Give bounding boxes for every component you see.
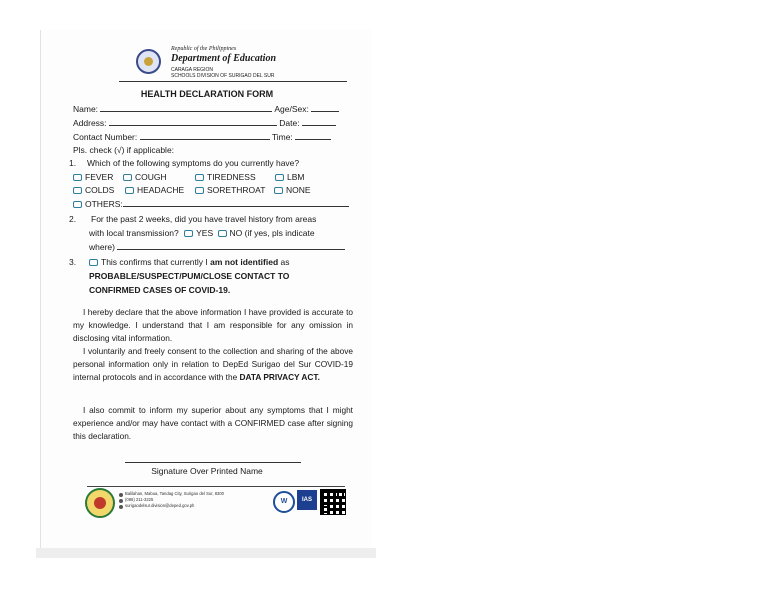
- q3-line3: CONFIRMED CASES OF COVID-19.: [89, 285, 231, 295]
- q1-option-sorethroat[interactable]: [195, 185, 265, 195]
- q1-option-cough[interactable]: [123, 172, 167, 182]
- lbm-checkbox[interactable]: [275, 174, 284, 181]
- q2-number: 2.: [69, 214, 77, 224]
- q2-line3: [89, 241, 345, 252]
- data-privacy-act-text: DATA PRIVACY ACT.: [239, 372, 320, 382]
- others-blank[interactable]: [123, 198, 349, 207]
- q1-option-headache[interactable]: [125, 185, 184, 195]
- q3-number: 3.: [69, 257, 77, 267]
- instruction-text: Pls. check (√) if applicable:: [73, 145, 175, 155]
- footer-phone: (086) 211-3225: [125, 497, 154, 502]
- form-title: HEALTH DECLARATION FORM: [140, 89, 274, 99]
- sorethroat-label: SORETHROAT: [207, 185, 266, 195]
- signature-line[interactable]: [125, 462, 301, 463]
- q1-option-fever[interactable]: [73, 172, 113, 182]
- contact-blank[interactable]: [140, 131, 270, 140]
- q2-line2: [89, 228, 315, 238]
- q1-text: Which of the following symptoms do you currently have?: [87, 158, 300, 168]
- name-label: Name:: [73, 104, 99, 114]
- q2-where-label: where): [89, 242, 115, 252]
- ias-logo-icon: IAS: [297, 490, 317, 510]
- page-shadow: [36, 548, 376, 558]
- header-division: SCHOOLS DIVISION OF SURIGAO DEL SUR: [171, 73, 275, 79]
- address-label: Address:: [73, 118, 107, 128]
- declaration-paragraph-3: I also commit to inform my superior about any symptoms that I might experience and/or may have contact with a CONFIRMED case after signing this declaration.: [73, 405, 353, 441]
- colds-checkbox[interactable]: [73, 187, 82, 194]
- others-checkbox[interactable]: [73, 201, 82, 208]
- contact-label: Contact Number:: [73, 132, 138, 142]
- headache-checkbox[interactable]: [125, 187, 134, 194]
- fever-label: FEVER: [85, 172, 114, 182]
- q3-prefix: This confirms that currently I: [101, 257, 208, 267]
- none-label: NONE: [286, 185, 311, 195]
- footer-address: Balilahan, Mabua, Tandag City, Surigao del Sur, 8300: [125, 491, 225, 496]
- tiredness-label: TIREDNESS: [207, 172, 256, 182]
- qr-code-icon: [320, 489, 346, 515]
- header-department: Department of Education: [171, 53, 277, 64]
- location-icon: [119, 493, 123, 497]
- time-label: Time:: [271, 132, 293, 142]
- cough-checkbox[interactable]: [123, 174, 132, 181]
- declaration-paragraph-2: [73, 345, 353, 384]
- fever-checkbox[interactable]: [73, 174, 82, 181]
- confirm-not-identified-checkbox[interactable]: [89, 259, 98, 266]
- none-checkbox[interactable]: [274, 187, 283, 194]
- declaration-p2-text: I voluntarily and freely consent to the collection and sharing of the above personal information only in relation to DepEd Surigao del Sur COVID-19 internal protocols and in accordance with the: [73, 346, 353, 382]
- w-logo-icon: W: [273, 491, 295, 513]
- others-label: OTHERS:: [85, 199, 123, 209]
- q1-option-others[interactable]: [73, 198, 349, 209]
- contact-field-row: [73, 131, 331, 142]
- travel-where-blank[interactable]: [117, 241, 345, 250]
- q3-line2: PROBABLE/SUSPECT/PUM/CLOSE CONTACT TO: [89, 271, 290, 281]
- date-label: Date:: [279, 118, 300, 128]
- health-declaration-document: [40, 30, 372, 548]
- address-field-row: [73, 117, 336, 128]
- lbm-label: LBM: [287, 172, 305, 182]
- q1-option-lbm[interactable]: [275, 172, 304, 182]
- q1-option-none[interactable]: [274, 185, 311, 195]
- name-field-row: [73, 103, 339, 114]
- division-logo-icon: [85, 488, 115, 518]
- travel-yes-label: YES: [196, 228, 214, 238]
- q1-option-tiredness[interactable]: [195, 172, 256, 182]
- time-blank[interactable]: [295, 131, 331, 140]
- name-blank[interactable]: [100, 103, 272, 112]
- q2-line2-prefix: with local transmission?: [89, 228, 179, 238]
- signature-caption: Signature Over Printed Name: [151, 466, 263, 476]
- sorethroat-checkbox[interactable]: [195, 187, 204, 194]
- footer-divider: [87, 486, 345, 487]
- declaration-paragraph-1: I hereby declare that the above information I have provided is accurate to my knowledge. I understand that I am responsible for any omission in disclosing vital information.: [73, 307, 353, 343]
- footer-email: surigaodelsur.division@deped.gov.ph: [125, 503, 195, 508]
- header-republic: Republic of the Philippines: [171, 46, 237, 52]
- age-sex-label: Age/Sex:: [274, 104, 309, 114]
- q3-suffix: as: [280, 257, 290, 267]
- travel-yes-checkbox[interactable]: [184, 230, 193, 237]
- header-region: CARAGA REGION: [171, 67, 213, 73]
- email-icon: [119, 505, 123, 509]
- travel-no-checkbox[interactable]: [218, 230, 227, 237]
- q1-option-colds[interactable]: [73, 185, 114, 195]
- travel-no-label: NO (if yes, pls indicate: [229, 228, 315, 238]
- q1-number: 1.: [69, 158, 77, 168]
- header-divider: [119, 81, 347, 82]
- colds-label: COLDS: [85, 185, 115, 195]
- cough-label: COUGH: [135, 172, 167, 182]
- tiredness-checkbox[interactable]: [195, 174, 204, 181]
- date-blank[interactable]: [302, 117, 336, 126]
- deped-seal-icon: [136, 49, 161, 74]
- q2-line1: For the past 2 weeks, did you have travel history from areas: [91, 214, 317, 224]
- headache-label: HEADACHE: [137, 185, 185, 195]
- age-sex-blank[interactable]: [311, 103, 339, 112]
- address-blank[interactable]: [109, 117, 277, 126]
- phone-icon: [119, 499, 123, 503]
- q3-bold-inline: am not identified: [210, 257, 279, 267]
- q3-line1: [89, 257, 290, 267]
